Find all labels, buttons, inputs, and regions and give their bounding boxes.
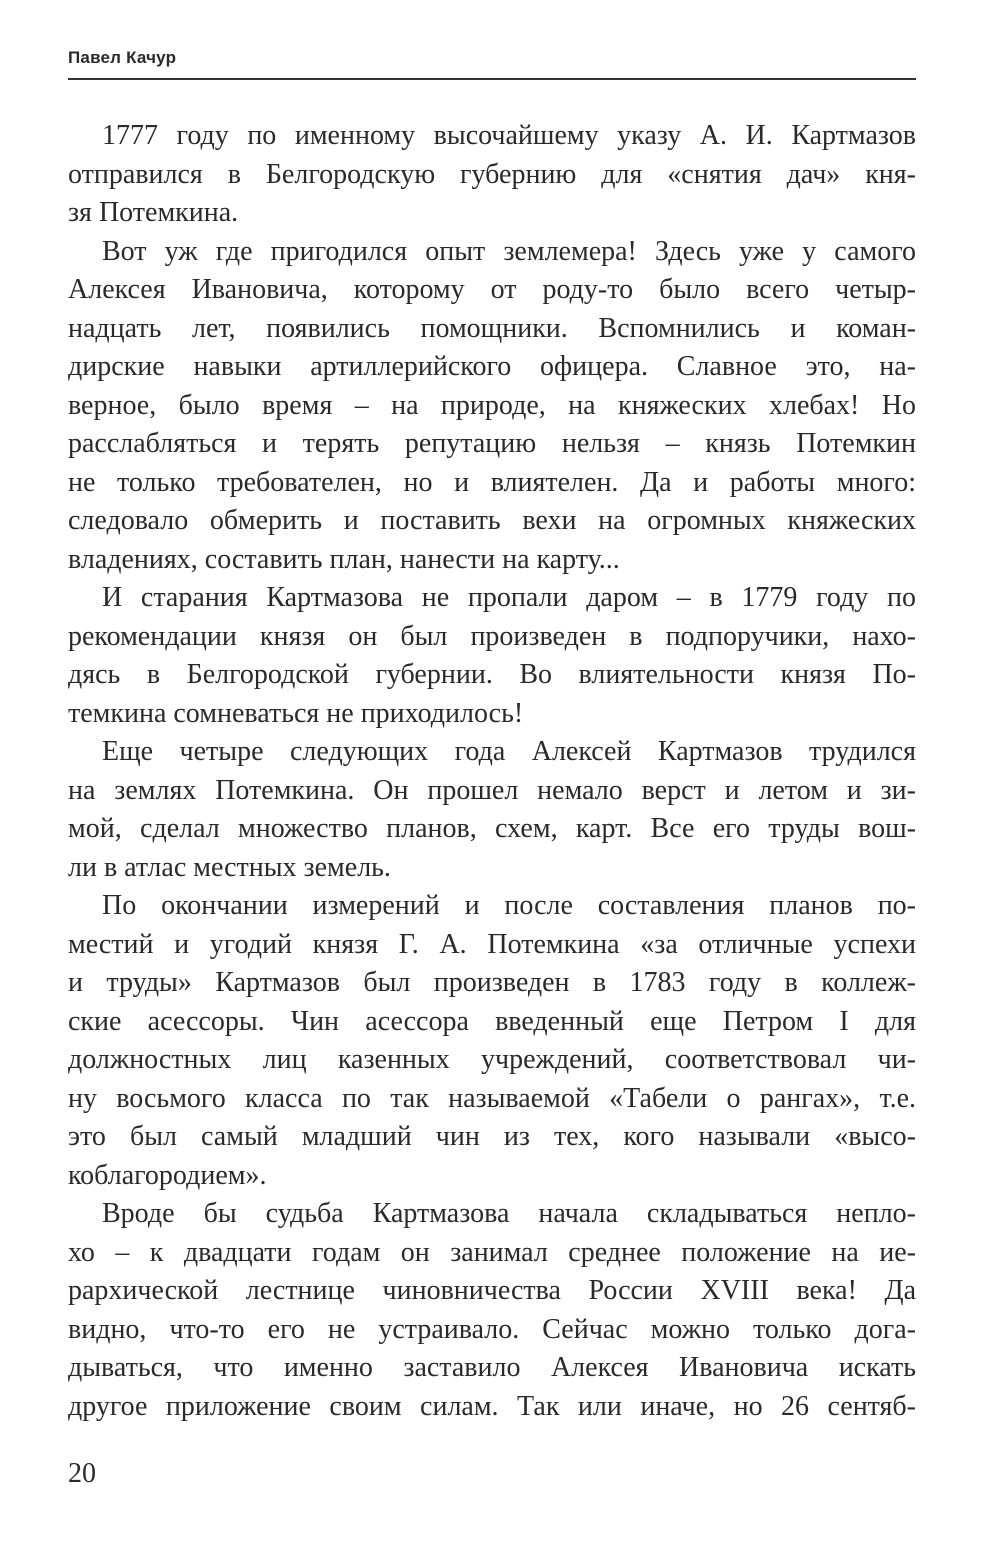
text-line: Вот уж где пригодился опыт землемера! Здесь уже у самого xyxy=(102,235,916,267)
text-line: расслабляться и терять репутацию нельзя – князь Потемкин xyxy=(68,428,916,459)
running-head: Павел Качур xyxy=(68,48,177,67)
text-line: коблагородием». xyxy=(68,1159,267,1191)
text-line: ли в атлас местных земель. xyxy=(68,851,391,883)
paragraph xyxy=(68,579,916,733)
header-rule xyxy=(68,78,916,80)
paragraph xyxy=(68,1195,916,1426)
text-line: на землях Потемкина. Он прошел немало верст и летом и зи- xyxy=(68,774,916,806)
text-line: ские асессоры. Чин асессора введенный еще Петром I для xyxy=(68,1005,916,1037)
text-line: рархической лестнице чиновничества России XVIII века! Да xyxy=(68,1275,916,1306)
text-line: Еще четыре следующих года Алексей Картмазов трудился xyxy=(102,736,916,767)
paragraph xyxy=(68,887,916,1195)
text-line: и труды» Картмазов был произведен в 1783 году в коллеж- xyxy=(68,967,916,998)
page-number: 20 xyxy=(68,1458,96,1489)
text-line: видно, что-то его не устраивало. Сейчас можно только дога- xyxy=(68,1313,916,1345)
text-line: верное, было время – на природе, на княжеских хлебах! Но xyxy=(68,389,916,421)
text-line: Алексея Ивановича, которому от роду-то было всего четыр- xyxy=(68,274,916,305)
paragraph xyxy=(68,233,916,580)
text-line: рекомендации князя он был произведен в подпоручики, нахо- xyxy=(68,620,916,652)
body-text xyxy=(68,117,916,1426)
text-line: ну восьмого класса по так называемой «Табели о рангах», т.е. xyxy=(68,1082,916,1114)
text-line: темкина сомневаться не приходилось! xyxy=(68,697,524,729)
text-line: отправился в Белгородскую губернию для «снятия дач» кня- xyxy=(68,158,916,190)
text-line: По окончании измерений и после составления планов по- xyxy=(102,890,916,921)
text-line: дясь в Белгородской губернии. Во влиятельности князя По- xyxy=(68,659,916,690)
paragraph xyxy=(68,733,916,887)
text-line: не только требователен, но и влиятелен. Да и работы много: xyxy=(68,466,916,498)
text-line: И старания Картмазова не пропали даром – в 1779 году по xyxy=(102,582,916,613)
text-line: следовало обмерить и поставить вехи на огромных княжеских xyxy=(68,505,916,536)
paragraph xyxy=(68,117,916,233)
text-line: должностных лиц казенных учреждений, соответствовал чи- xyxy=(68,1044,916,1075)
text-line: мой, сделал множество планов, схем, карт. Все его труды вош- xyxy=(68,813,916,844)
text-line: зя Потемкина. xyxy=(68,197,239,228)
text-line: это был самый младший чин из тех, кого называли «высо- xyxy=(68,1121,916,1152)
text-line: дирские навыки артиллерийского офицера. Славное это, на- xyxy=(68,351,916,382)
text-line: надцать лет, появились помощники. Вспомнились и коман- xyxy=(68,312,916,344)
text-line: местий и угодий князя Г. А. Потемкина «за отличные успехи xyxy=(68,928,916,960)
text-line: Вроде бы судьба Картмазова начала складываться непло- xyxy=(102,1198,916,1229)
text-line: владениях, составить план, нанести на карту... xyxy=(68,543,620,575)
text-line: 1777 году по именному высочайшему указу А. И. Картмазов xyxy=(102,120,916,151)
text-line: дываться, что именно заставило Алексея Ивановича искать xyxy=(68,1352,916,1383)
text-line: хо – к двадцати годам он занимал среднее положение на ие- xyxy=(68,1236,916,1268)
text-line: другое приложение своим силам. Так или иначе, но 26 сентяб- xyxy=(68,1390,916,1422)
